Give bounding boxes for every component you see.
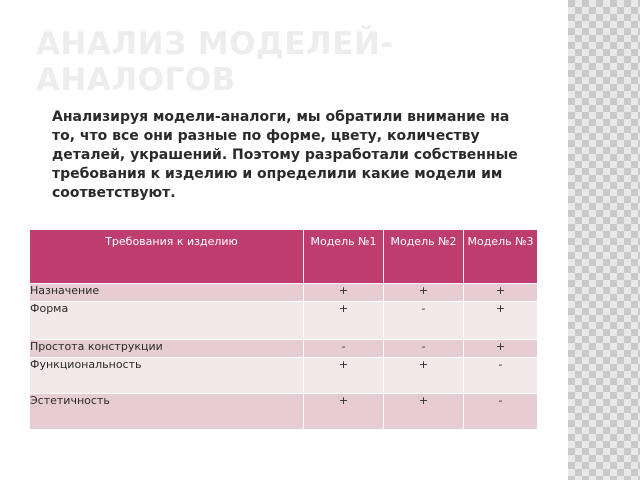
header-model-2: Модель №2 — [384, 230, 464, 284]
cell-model-3: - — [464, 358, 538, 394]
cell-model-2: + — [384, 358, 464, 394]
table-header-row — [30, 230, 538, 284]
row-label: Эстетичность — [30, 394, 304, 430]
row-label: Форма — [30, 302, 304, 340]
cell-model-1: + — [304, 302, 384, 340]
cell-model-2: - — [384, 340, 464, 358]
cell-model-3: + — [464, 284, 538, 302]
intro-paragraph: Анализируя модели-аналоги, мы обратили внимание на то, что все они разные по форме, цвету, количеству деталей, украшений. Поэтому разработали собственные требования к изделию и определили какие модели им соответствуют. — [52, 109, 518, 201]
table-row — [30, 302, 538, 340]
row-label: Функциональность — [30, 358, 304, 394]
cell-model-2: + — [384, 394, 464, 430]
requirements-table — [29, 229, 538, 430]
table-row — [30, 358, 538, 394]
slide-title: АНАЛИЗ МОДЕЛЕЙ-АНАЛОГОВ — [36, 26, 394, 98]
cell-model-1: + — [304, 284, 384, 302]
header-model-3: Модель №3 — [464, 230, 538, 284]
decorative-pattern-strip — [568, 0, 640, 480]
row-label: Назначение — [30, 284, 304, 302]
cell-model-1: + — [304, 394, 384, 430]
header-model-1: Модель №1 — [304, 230, 384, 284]
header-requirements: Требования к изделию — [30, 230, 304, 284]
cell-model-3: + — [464, 302, 538, 340]
cell-model-2: + — [384, 284, 464, 302]
cell-model-1: + — [304, 358, 384, 394]
row-label: Простота конструкции — [30, 340, 304, 358]
table-row — [30, 284, 538, 302]
cell-model-1: - — [304, 340, 384, 358]
cell-model-3: + — [464, 340, 538, 358]
cell-model-2: - — [384, 302, 464, 340]
cell-model-3: - — [464, 394, 538, 430]
table-row — [30, 394, 538, 430]
table-row — [30, 340, 538, 358]
